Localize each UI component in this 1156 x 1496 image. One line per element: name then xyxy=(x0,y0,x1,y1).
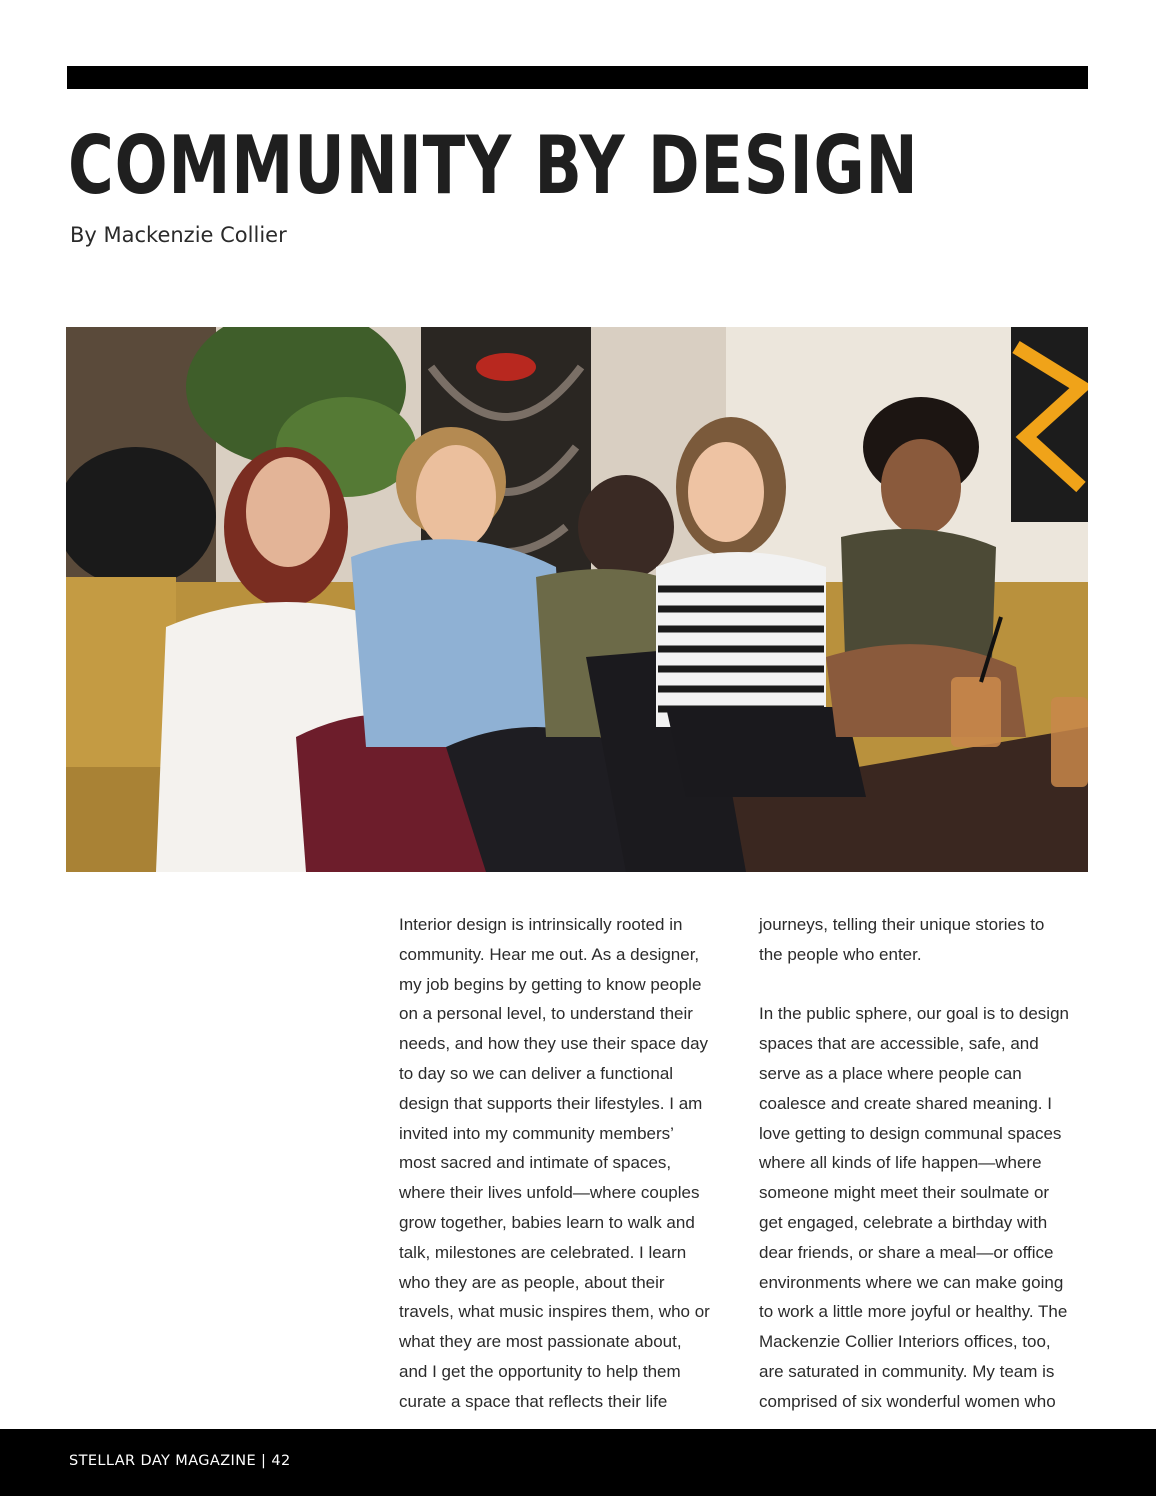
feature-photo xyxy=(66,327,1088,872)
article-title: COMMUNITY BY DESIGN xyxy=(68,119,919,212)
article-column-left xyxy=(399,910,734,1417)
paragraph-public-sphere: In the public sphere, our goal is to design spaces that are accessible, safe, and serve as a place where people can coalesce and create shared meaning. I love getting to design communal spaces where all kinds of life happen—where someone might meet their soulmate or get engaged, celebrate a birthday with dear friends, or share a meal—or office environments where we can make going to work a little more joyful or healthy. The Mackenzie Collier Interiors offices, too, are saturated in community. My team is comprised of six wonderful women who xyxy=(759,1004,1069,1411)
paragraph-continued: journeys, telling their unique stories to the people who enter. xyxy=(759,915,1045,964)
article-byline: By Mackenzie Collier xyxy=(70,223,287,247)
article-column-right xyxy=(759,910,1094,1417)
group-photo-illustration xyxy=(66,327,1088,872)
page-footer xyxy=(0,1429,1156,1496)
footer-magazine-page: STELLAR DAY MAGAZINE | 42 xyxy=(69,1453,291,1469)
top-rule xyxy=(67,66,1088,89)
paragraph-intro: Interior design is intrinsically rooted in community. Hear me out. As a designer, my job begins by getting to know people on a personal level, to understand their needs, and how they use their space day to day so we can deliver a functional design that supports their lifestyles. I am invited into my community members’ most sacred and intimate of spaces, where their lives unfold—where couples grow together, babies learn to walk and talk, milestones are celebrated. I learn who they are as people, about their travels, what music inspires them, who or what they are most passionate about, and I get the opportunity to help them curate a space that reflects their life xyxy=(399,915,710,1411)
